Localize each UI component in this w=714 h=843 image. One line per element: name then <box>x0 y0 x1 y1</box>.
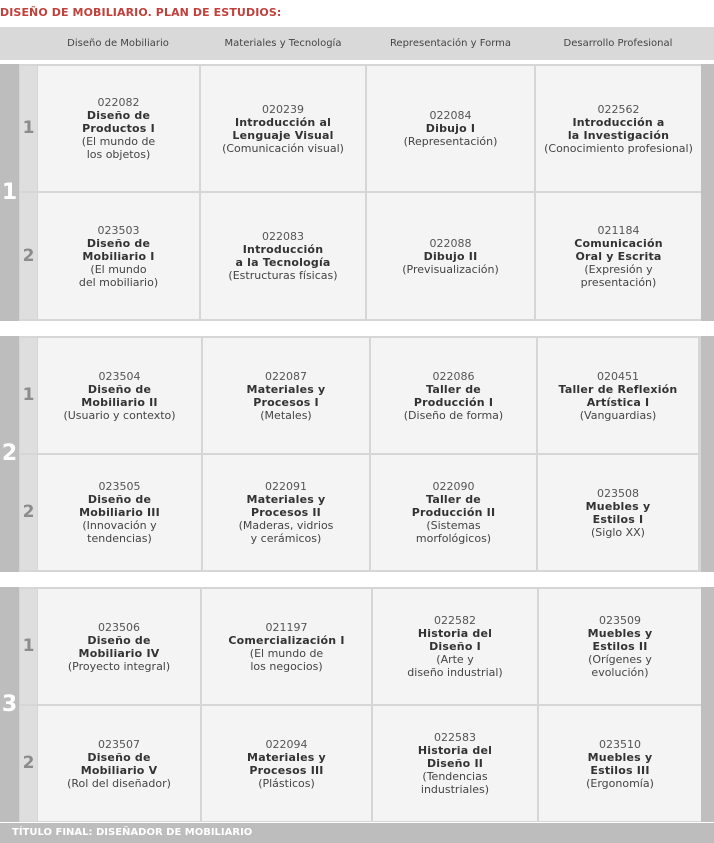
course-description: (Estructuras físicas) <box>228 269 338 282</box>
course-cell <box>203 455 369 570</box>
course-name: Producción I <box>413 395 494 409</box>
semester-number: 2 <box>20 193 37 319</box>
course-description: (El mundo de <box>249 646 324 660</box>
course-name: Materiales y <box>247 750 326 764</box>
course-cell <box>38 193 199 319</box>
course-code: 021184 <box>597 223 640 237</box>
course-code: 022083 <box>262 230 304 243</box>
year-right-strip <box>701 587 714 822</box>
course-cell <box>202 706 371 821</box>
course-cell <box>539 589 701 704</box>
course-cell <box>202 589 371 704</box>
course-description: (Arte y <box>436 653 474 666</box>
year-number: 3 <box>0 587 19 822</box>
course-description: (Plásticos) <box>258 776 315 790</box>
course-code: 022090 <box>432 480 475 493</box>
course-cell <box>538 455 698 570</box>
course-code: 023510 <box>599 737 641 751</box>
course-code: 023509 <box>599 614 641 627</box>
course-description: (Ergonomía) <box>586 776 654 790</box>
course-cell <box>38 455 201 570</box>
course-name: Artística I <box>586 395 650 409</box>
course-description: tendencias) <box>87 532 152 545</box>
course-description: diseño industrial) <box>407 666 503 679</box>
course-name: Mobiliario V <box>80 763 158 777</box>
semester-number: 1 <box>20 338 37 453</box>
semester-number: 1 <box>20 589 37 704</box>
course-cell <box>201 193 365 319</box>
column-header: Diseño de Mobiliario <box>67 38 169 49</box>
course-description: presentación) <box>580 275 657 289</box>
course-description: (Vanguardias) <box>579 408 657 422</box>
course-name: Materiales y <box>246 382 326 396</box>
course-code: 022084 <box>429 109 472 122</box>
course-code: 023504 <box>98 369 141 383</box>
course-description: industriales) <box>420 783 490 796</box>
course-code: 022087 <box>265 369 307 383</box>
course-description: (Maderas, vidrios <box>238 519 334 532</box>
course-name: Estilos III <box>590 763 650 777</box>
course-cell <box>367 193 534 319</box>
year-right-strip <box>701 336 714 572</box>
course-cell <box>38 589 200 704</box>
course-description: (Rol del diseñador) <box>67 776 171 790</box>
page-title: DISEÑO DE MOBILIARIO. PLAN DE ESTUDIOS: <box>0 6 282 19</box>
course-description: (Usuario y contexto) <box>63 408 176 422</box>
course-name: Introducción <box>242 243 324 256</box>
course-code: 023508 <box>597 486 639 500</box>
course-code: 020239 <box>262 102 304 116</box>
course-name: Muebles y <box>587 627 653 640</box>
course-name: Productos I <box>82 122 155 135</box>
course-description: morfológicos) <box>415 532 492 545</box>
course-name: Historia del <box>417 744 493 757</box>
course-description: (Comunicación visual) <box>222 141 344 155</box>
course-name: Muebles y <box>587 750 653 764</box>
course-cell <box>371 455 536 570</box>
course-description: (Conocimiento profesional) <box>544 141 693 155</box>
course-name: Estilos I <box>592 512 644 526</box>
course-name: Mobiliario III <box>79 506 160 519</box>
course-cell <box>371 338 536 453</box>
course-name: Mobiliario I <box>82 249 155 263</box>
course-name: Diseño de <box>87 750 151 764</box>
course-description: (Diseño de forma) <box>403 408 504 422</box>
course-description: (Expresión y <box>584 262 653 276</box>
course-code: 021197 <box>265 620 308 634</box>
course-cell <box>373 706 537 821</box>
course-name: Diseño de <box>86 236 151 250</box>
course-name: Dibujo II <box>423 249 478 263</box>
course-name: Diseño II <box>426 757 484 770</box>
course-name: Oral y Escrita <box>575 249 662 263</box>
course-description: (El mundo de <box>81 135 156 148</box>
course-name: Procesos I <box>253 395 319 409</box>
course-cell <box>38 66 199 191</box>
course-description: y cerámicos) <box>250 532 322 545</box>
course-name: Historia del <box>417 627 493 640</box>
course-name: Diseño I <box>429 640 481 653</box>
course-description: los negocios) <box>250 659 323 673</box>
column-header: Representación y Forma <box>389 38 512 49</box>
course-cell <box>538 338 698 453</box>
course-code: 022082 <box>97 96 140 109</box>
course-description: (Representación) <box>403 135 498 148</box>
course-description: (Proyecto integral) <box>67 659 171 673</box>
footer-title: TÍTULO FINAL: DISEÑADOR DE MOBILIARIO <box>12 827 253 838</box>
course-description: los objetos) <box>86 148 151 161</box>
course-name: Lenguaje Visual <box>232 128 334 142</box>
course-description: (Orígenes y <box>588 653 652 666</box>
course-name: Comercialización I <box>228 633 345 647</box>
course-name: Materiales y <box>246 493 326 506</box>
course-name: Dibujo I <box>425 122 476 135</box>
course-code: 022086 <box>432 369 475 383</box>
course-name: Procesos II <box>251 506 321 519</box>
course-name: Taller de Reflexión <box>558 382 678 396</box>
semester-number: 2 <box>20 706 37 821</box>
course-name: Introducción a <box>572 115 665 129</box>
course-cell <box>38 338 201 453</box>
course-description: (Siglo XX) <box>591 525 645 539</box>
course-code: 022562 <box>597 102 640 116</box>
course-cell <box>38 706 200 821</box>
semester-number: 1 <box>20 66 37 191</box>
course-name: Taller de <box>426 382 481 396</box>
course-cell <box>203 338 369 453</box>
course-name: Diseño de <box>87 382 152 396</box>
course-code: 022582 <box>434 614 476 627</box>
course-description: (El mundo <box>90 262 147 276</box>
course-name: Estilos II <box>592 640 648 653</box>
course-name: Diseño de <box>86 109 151 122</box>
course-description: (Tendencias <box>422 770 488 783</box>
column-header: Materiales y Tecnología <box>224 38 342 49</box>
year-right-strip <box>701 64 714 321</box>
course-cell <box>201 66 365 191</box>
course-cell <box>373 589 537 704</box>
course-code: 022091 <box>265 480 307 493</box>
course-name: a la Tecnología <box>235 256 331 269</box>
course-code: 023507 <box>98 737 140 751</box>
course-description: (Innovación y <box>82 519 157 532</box>
course-name: Mobiliario IV <box>78 646 160 660</box>
footer-bar <box>0 823 714 843</box>
course-code: 023503 <box>97 223 140 237</box>
year-number: 2 <box>0 336 19 572</box>
course-cell <box>536 193 701 319</box>
year-number: 1 <box>0 64 19 321</box>
course-cell <box>539 706 701 821</box>
column-header: Desarrollo Profesional <box>563 38 673 49</box>
course-description: del mobiliario) <box>78 275 159 289</box>
course-name: Mobiliario II <box>81 395 158 409</box>
course-name: Procesos III <box>249 763 324 777</box>
course-name: Producción II <box>411 506 496 519</box>
course-code: 023505 <box>98 480 141 493</box>
course-name: Muebles y <box>585 499 651 513</box>
course-name: la Investigación <box>567 128 670 142</box>
course-name: Diseño de <box>87 633 151 647</box>
course-code: 020451 <box>597 369 639 383</box>
course-description: evolución) <box>591 666 649 679</box>
course-name: Comunicación <box>574 236 663 250</box>
course-name: Diseño de <box>87 493 152 506</box>
course-code: 022088 <box>429 236 472 250</box>
course-cell <box>536 66 701 191</box>
course-cell <box>367 66 534 191</box>
course-code: 023506 <box>98 620 140 634</box>
course-code: 022583 <box>434 731 476 744</box>
course-name: Introducción al <box>234 115 332 129</box>
semester-number: 2 <box>20 455 37 570</box>
course-description: (Previsualización) <box>402 262 499 276</box>
course-name: Taller de <box>426 493 481 506</box>
course-description: (Metales) <box>260 408 312 422</box>
course-code: 022094 <box>265 737 308 751</box>
course-description: (Sistemas <box>426 519 481 532</box>
column-header-row <box>0 27 714 60</box>
